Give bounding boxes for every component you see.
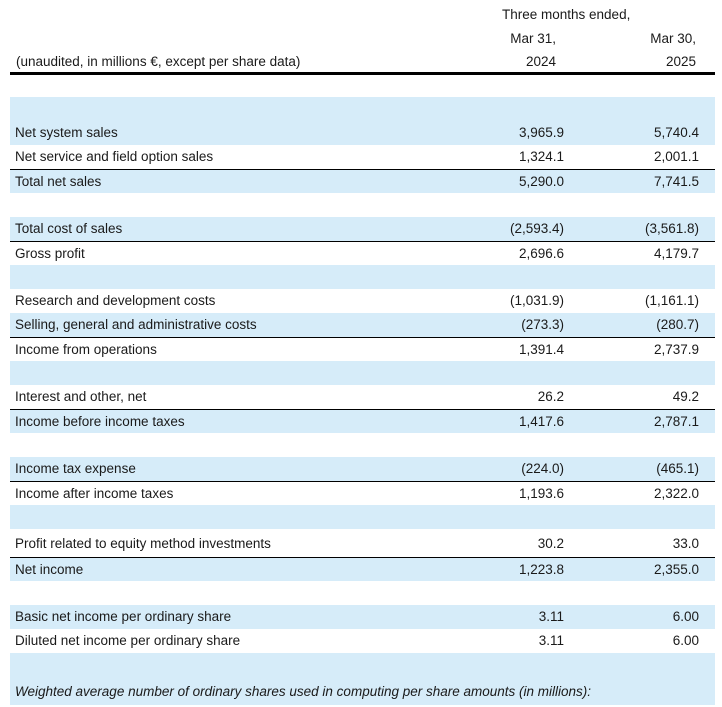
col-2024-date: Mar 31, <box>510 31 556 46</box>
value-2025: 33.0 <box>672 536 699 551</box>
spacer-row <box>10 581 715 605</box>
row-label: Selling, general and administrative costs <box>15 317 257 332</box>
value-2024: 3,965.9 <box>518 125 564 140</box>
value-2024: 3.11 <box>538 633 564 648</box>
spacer-row <box>10 361 715 385</box>
table-row <box>10 169 715 193</box>
value-2024: 3.11 <box>538 609 564 624</box>
col-2025-date: Mar 30, <box>650 31 696 46</box>
row-label: Income after income taxes <box>15 486 174 501</box>
value-2025: (1,161.1) <box>644 293 699 308</box>
spacer-row <box>10 505 715 529</box>
value-2024: (224.0) <box>521 461 564 476</box>
table-row <box>10 145 715 169</box>
value-2025: (465.1) <box>656 461 699 476</box>
table-row <box>10 457 715 481</box>
row-label: Profit related to equity method investments <box>15 536 271 551</box>
value-2024: 1,391.4 <box>518 342 564 357</box>
spacer-row <box>10 265 715 289</box>
row-label: Net income <box>15 562 84 577</box>
table-row <box>10 629 715 653</box>
value-2025: 2,001.1 <box>653 149 699 164</box>
income-statement-table <box>10 97 715 705</box>
table-row <box>10 313 715 337</box>
row-label: Income from operations <box>15 342 157 357</box>
table-row <box>10 241 715 265</box>
table-row <box>10 481 715 505</box>
col-2024-year: 2024 <box>525 54 556 69</box>
value-2024: 1,223.8 <box>518 562 564 577</box>
value-2024: 1,193.6 <box>518 486 564 501</box>
table-row <box>10 385 715 409</box>
row-label: Research and development costs <box>15 293 216 308</box>
period-heading: Three months ended, <box>502 7 631 22</box>
value-2024: 30.2 <box>537 536 564 551</box>
spacer-row <box>10 433 715 457</box>
value-2025: 2,737.9 <box>653 342 699 357</box>
row-label: Net service and field option sales <box>15 149 214 164</box>
value-2025: 6.00 <box>672 633 699 648</box>
table-row <box>10 677 715 705</box>
table-row <box>10 557 715 581</box>
value-2024: (273.3) <box>521 317 564 332</box>
value-2025: (3,561.8) <box>644 221 699 236</box>
row-label: Net system sales <box>15 125 118 140</box>
row-label: Total cost of sales <box>15 221 123 236</box>
row-label: Gross profit <box>15 246 85 261</box>
value-2024: 5,290.0 <box>518 174 564 189</box>
row-label: Total net sales <box>15 174 102 189</box>
value-2025: 2,355.0 <box>653 562 699 577</box>
value-2025: 5,740.4 <box>653 125 699 140</box>
value-2024: 2,696.6 <box>518 246 564 261</box>
value-2024: 1,417.6 <box>518 414 564 429</box>
row-label: Diluted net income per ordinary share <box>15 633 241 648</box>
row-label: Interest and other, net <box>15 389 147 404</box>
row-label: Weighted average number of ordinary shares used in computing per share amounts (in millions): <box>15 684 592 699</box>
value-2024: 1,324.1 <box>518 149 564 164</box>
table-row <box>10 605 715 629</box>
table-row <box>10 337 715 361</box>
value-2024: (1,031.9) <box>509 293 564 308</box>
value-2025: 2,787.1 <box>653 414 699 429</box>
table-row <box>10 529 715 557</box>
row-label: Basic net income per ordinary share <box>15 609 232 624</box>
table-row <box>10 121 715 145</box>
value-2025: 7,741.5 <box>653 174 699 189</box>
value-2025: 49.2 <box>672 389 699 404</box>
value-2025: 2,322.0 <box>653 486 699 501</box>
table-row <box>10 289 715 313</box>
value-2025: 6.00 <box>672 609 699 624</box>
table-row <box>10 217 715 241</box>
row-label: Income before income taxes <box>15 414 185 429</box>
spacer-row <box>10 97 715 121</box>
spacer-row <box>10 653 715 677</box>
value-2025: (280.7) <box>656 317 699 332</box>
col-2025-year: 2025 <box>665 54 696 69</box>
table-header <box>0 0 722 76</box>
value-2024: 26.2 <box>537 389 564 404</box>
spacer-row <box>10 193 715 217</box>
header-rule <box>10 72 715 75</box>
table-row <box>10 409 715 433</box>
unaudited-note: (unaudited, in millions €, except per share data) <box>16 54 301 69</box>
row-label: Income tax expense <box>15 461 136 476</box>
value-2024: (2,593.4) <box>509 221 564 236</box>
value-2025: 4,179.7 <box>653 246 699 261</box>
